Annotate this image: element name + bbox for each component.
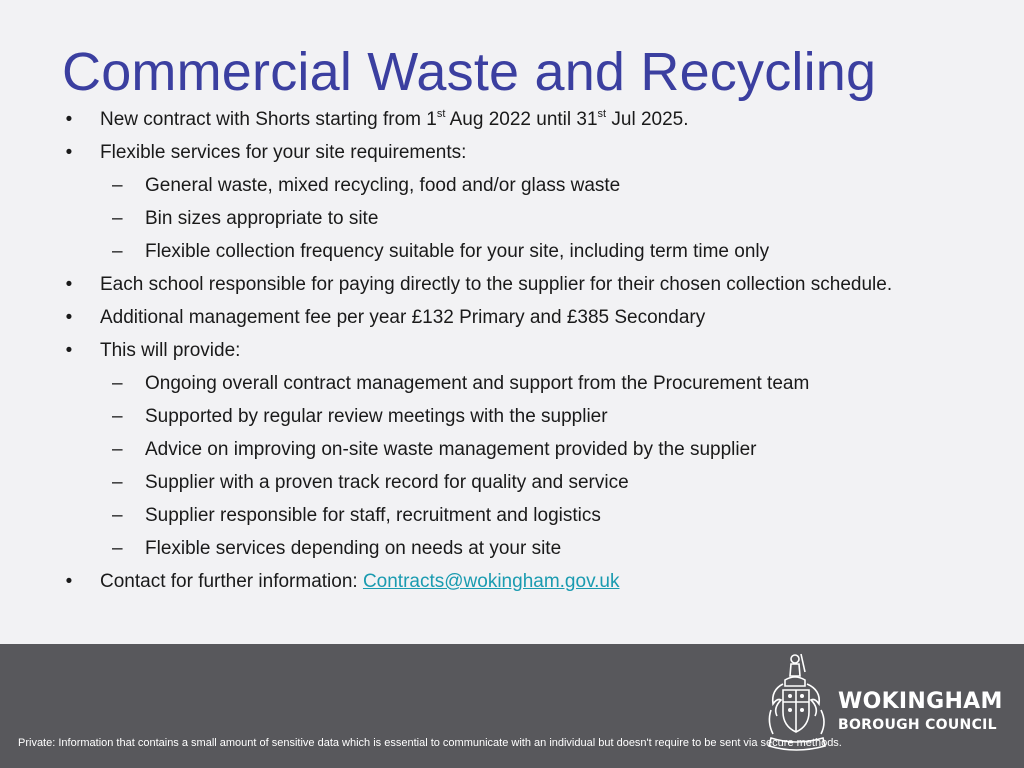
bullet-text: This will provide: <box>100 340 241 361</box>
sub-bullet-marker: – <box>112 505 123 526</box>
bullet-marker: • <box>65 340 73 361</box>
bullet-text: Each school responsible for paying directly to the supplier for their chosen collection schedule. <box>100 274 893 295</box>
bullet-text: Flexible services for your site requirements: <box>100 142 467 163</box>
bullet-contract <box>62 106 962 133</box>
sub-bullet-review-meetings <box>62 403 962 430</box>
bullet-text: Additional management fee per year £132 Primary and £385 Secondary <box>100 307 706 328</box>
sub-bullet-text: Supported by regular review meetings with the supplier <box>145 406 608 427</box>
bullet-marker: • <box>65 142 73 163</box>
sub-bullet-needs <box>62 535 962 562</box>
sub-bullet-waste-types <box>62 172 962 199</box>
sub-bullet-text: Ongoing overall contract management and support from the Procurement team <box>145 373 810 394</box>
sub-bullet-advice <box>62 436 962 463</box>
bullet-flexible-services <box>62 139 962 166</box>
org-name-line2: BOROUGH COUNCIL <box>838 717 997 733</box>
sub-bullet-track-record <box>62 469 962 496</box>
bullet-provide <box>62 337 962 364</box>
bullet-marker: • <box>65 109 73 130</box>
sub-bullet-text: Flexible services depending on needs at your site <box>145 538 562 559</box>
sub-bullet-bin-sizes <box>62 205 962 232</box>
org-name-line1: WOKINGHAM <box>838 689 1003 714</box>
bullet-fee <box>62 304 962 331</box>
sub-bullet-marker: – <box>112 208 123 229</box>
bullet-marker: • <box>65 274 73 295</box>
bullet-marker: • <box>65 571 73 592</box>
sub-bullet-staff <box>62 502 962 529</box>
bullet-text <box>100 571 620 592</box>
sub-bullet-marker: – <box>112 406 123 427</box>
bullet-marker: • <box>65 307 73 328</box>
sub-bullet-text: Supplier responsible for staff, recruitment and logistics <box>145 505 601 526</box>
slide-title: Commercial Waste and Recycling <box>62 42 877 102</box>
sub-bullet-marker: – <box>112 538 123 559</box>
sub-bullet-text: Supplier with a proven track record for quality and service <box>145 472 629 493</box>
sub-bullet-text: Advice on improving on-site waste management provided by the supplier <box>145 439 757 460</box>
sub-bullet-text: Bin sizes appropriate to site <box>145 208 379 229</box>
sub-bullet-marker: – <box>112 439 123 460</box>
sub-bullet-marker: – <box>112 175 123 196</box>
privacy-disclaimer: Private: Information that contains a small amount of sensitive data which is essential to communicate with an individual but doesn't require to be sent via secure methods. <box>18 737 842 749</box>
bullet-text: New contract with Shorts starting from 1st Aug 2022 until 31st Jul 2025. <box>100 107 689 130</box>
bullet-payment <box>62 271 962 298</box>
council-logo-text <box>838 690 1003 734</box>
sub-bullet-text: General waste, mixed recycling, food and/or glass waste <box>145 175 621 196</box>
bullet-contact <box>62 568 962 595</box>
sub-bullet-marker: – <box>112 241 123 262</box>
sub-bullet-frequency <box>62 238 962 265</box>
bullet-list <box>62 106 962 601</box>
contact-label: Contact for further information: <box>100 571 363 592</box>
contact-email-link[interactable]: Contracts@wokingham.gov.uk <box>362 571 620 592</box>
sub-bullet-contract-management <box>62 370 962 397</box>
sub-bullet-text: Flexible collection frequency suitable for your site, including term time only <box>145 241 770 262</box>
sub-bullet-marker: – <box>112 472 123 493</box>
sub-bullet-marker: – <box>112 373 123 394</box>
